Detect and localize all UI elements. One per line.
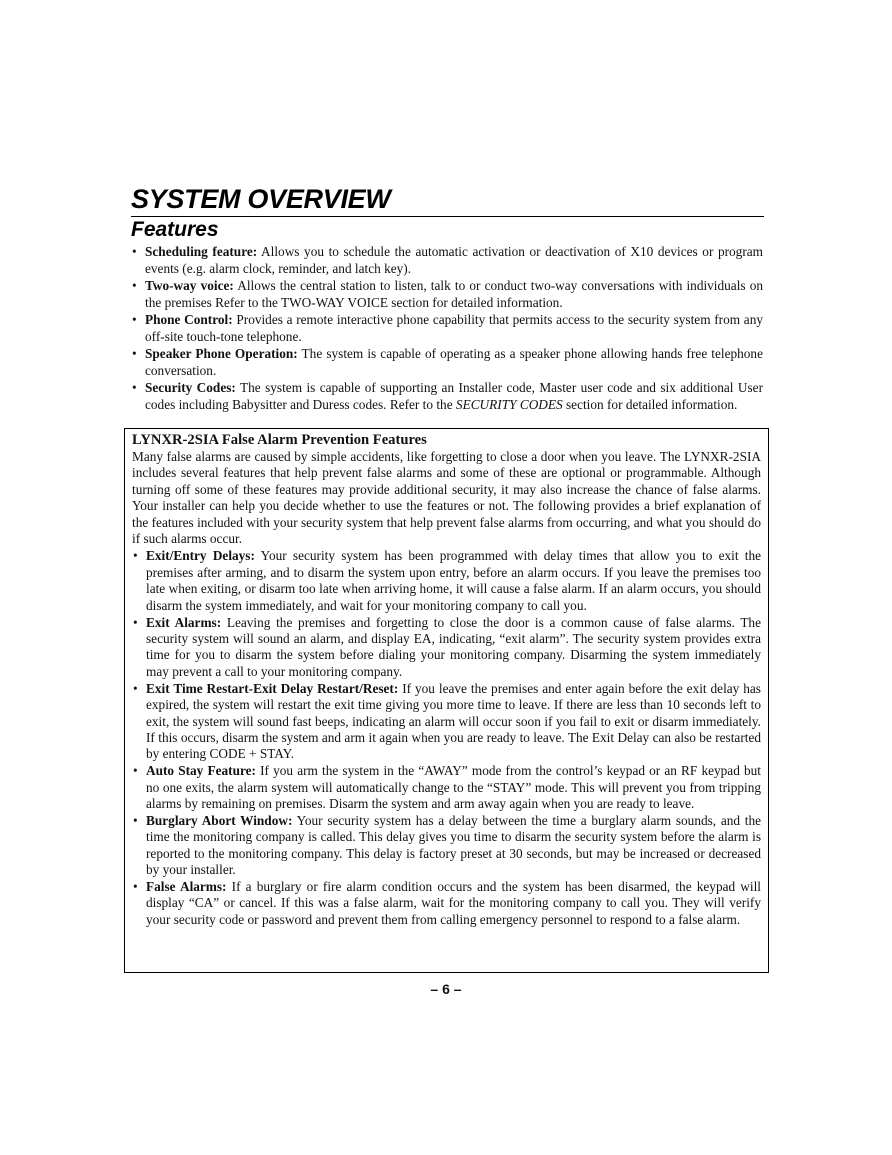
- title-rule: [131, 216, 764, 217]
- feature-reference: SECURITY CODES: [455, 396, 563, 412]
- prevention-text: If a burglary or fire alarm condition occurs and the system has been disarmed, the keypad will display “CA” or cancel. If this was a false alarm, wait for the monitoring company to call you. They will verify your security code or password and prevent them from calling emergency personnel to respond to a false alarm.: [146, 879, 761, 927]
- prevention-item-exit-time-restart: [132, 681, 761, 763]
- prevention-item-burglary-abort-window: [132, 813, 761, 879]
- feature-text: Allows you to schedule the automatic activation or deactivation of X10 devices or program events (e.g. alarm clock, reminder, and latch key).: [145, 244, 764, 276]
- prevention-lead: Burglary Abort Window:: [146, 812, 293, 828]
- prevention-item-exit-entry-delays: [132, 548, 761, 614]
- prevention-text: If you arm the system in the “AWAY” mode from the control’s keypad or an RF keypad but no one exits, the alarm system will automatically change to the “STAY” mode. This will prevent you from tripping alarms by remaining on premises. Disarm the system and arm away again when you are ready to leave.: [146, 763, 761, 812]
- feature-text: Allows the central station to listen, talk to or conduct two-way conversations with individuals on the premises Refer to the TWO-WAY VOICE section for detailed information.: [145, 277, 763, 310]
- feature-text-after: section for detailed information.: [562, 396, 738, 412]
- feature-lead: Two-way voice:: [145, 277, 234, 293]
- prevention-text: Your security system has been programmed with delay times that allow you to exit the premises after arming, and to disarm the system upon entry, before an alarm occurs. If you leave the premises too late when exiting, or disarm too late when arriving home, it will cause a false alarm. If an alarm occurs, you should disarm the system immediately, and wait for your monitoring company to call you.: [146, 548, 761, 613]
- feature-item-security-codes: [131, 380, 763, 414]
- prevention-text: Leaving the premises and forgetting to close the door is a common cause of false alarms. The security system will sound an alarm, and display EA, indicating, “exit alarm”. The security system provides extra time for you to disarm the system before dialing your monitoring company. Disarming the system immediately may prevent a call to your monitoring company.: [146, 614, 761, 679]
- prevention-item-auto-stay: [132, 763, 761, 812]
- prevention-text: Your security system has a delay between the time a burglary alarm sounds, and the time the monitoring company is called. This delay gives you time to disarm the security system before the alarm is reported to the monitoring company. This delay is factory preset at 30 seconds, but may be increased or decreased by your installer.: [146, 812, 761, 878]
- prevention-lead: False Alarms:: [146, 879, 227, 895]
- feature-text: Provides a remote interactive phone capability that permits access to the security system from any off-site touch-tone telephone.: [145, 311, 763, 344]
- page-number: – 6 –: [430, 981, 462, 997]
- page-title: SYSTEM OVERVIEW: [131, 184, 391, 214]
- feature-item-phone-control: [131, 312, 763, 346]
- section-title: Features: [131, 218, 219, 241]
- prevention-item-exit-alarms: [132, 615, 761, 681]
- box-title: LYNXR-2SIA False Alarm Prevention Features: [132, 432, 427, 448]
- prevention-lead: Exit/Entry Delays:: [146, 548, 255, 564]
- feature-lead: Speaker Phone Operation:: [145, 345, 298, 361]
- feature-lead: Scheduling feature:: [145, 244, 258, 259]
- prevention-lead: Exit Alarms:: [146, 614, 222, 630]
- feature-text: The system is capable of supporting an Installer code, Master user code and six additional User codes including Babysitter and Duress codes. Refer to the: [145, 379, 763, 412]
- features-list: [131, 244, 763, 414]
- prevention-item-false-alarms: [132, 879, 761, 928]
- feature-lead: Phone Control:: [145, 311, 233, 327]
- prevention-text: If you leave the premises and enter again before the exit delay has expired, the system will restart the exit time giving you more time to leave. If there are less than 10 seconds left to exit, the system will sound fast beeps, indicating an alarm will occur soon if you fail to exit or disarm immediately. If this occurs, disarm the system and arm it again when you are ready to leave. The Exit Delay can also be restarted by entering CODE + STAY.: [146, 680, 761, 762]
- box-intro: Many false alarms are caused by simple accidents, like forgetting to close a door when you leave. The LYNXR-2SIA includes several features that help prevent false alarms and some of these are optional or programmable. Although turning off some of these features may provide additional security, it may also increase the chance of false alarms. Your installer can help you decide whether to use the features or not. The following provides a brief explanation of the features included with your security system that help prevent false alarms from occurring, and what you should do if such alarms occur.: [132, 449, 761, 547]
- prevention-lead: Auto Stay Feature:: [146, 763, 256, 779]
- prevention-lead: Exit Time Restart-Exit Delay Restart/Reset:: [146, 680, 399, 696]
- feature-item-speaker-phone: [131, 346, 763, 380]
- feature-lead: Security Codes:: [145, 379, 236, 395]
- feature-text: The system is capable of operating as a speaker phone allowing hands free telephone conversation.: [145, 345, 763, 378]
- feature-item-two-way-voice: [131, 278, 763, 312]
- false-alarm-prevention-box: [124, 428, 769, 973]
- feature-item-scheduling: [131, 244, 763, 278]
- prevention-features-list: [132, 548, 761, 928]
